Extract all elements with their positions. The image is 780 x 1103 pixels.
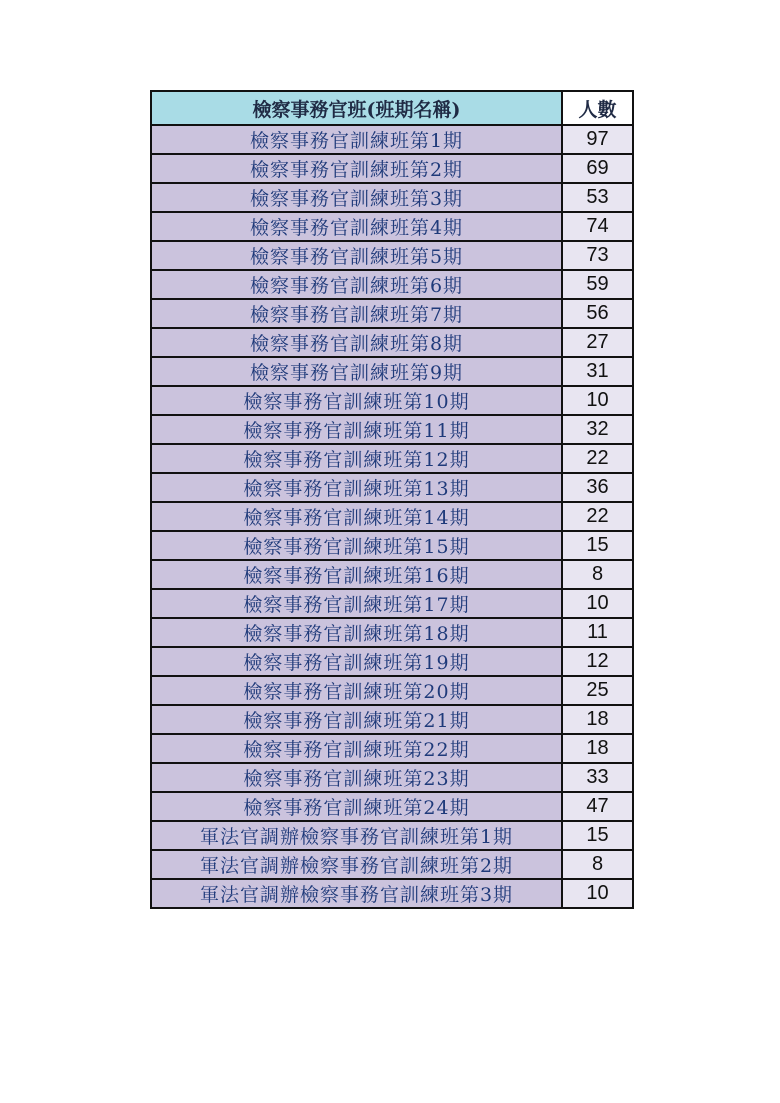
table-row [151, 676, 633, 705]
class-enrollment-table [150, 90, 634, 909]
enrollment-count-cell: 15 [562, 821, 633, 850]
table-row [151, 502, 633, 531]
table-row [151, 183, 633, 212]
table-row [151, 763, 633, 792]
enrollment-count-cell: 12 [562, 647, 633, 676]
enrollment-count-cell: 74 [562, 212, 633, 241]
table-row [151, 357, 633, 386]
enrollment-count-cell: 47 [562, 792, 633, 821]
class-name-cell: 檢察事務官訓練班第4期 [151, 212, 562, 241]
class-name-cell: 檢察事務官訓練班第6期 [151, 270, 562, 299]
enrollment-count-cell: 22 [562, 502, 633, 531]
column-header-class-name: 檢察事務官班(班期名稱) [151, 91, 562, 125]
class-name-cell: 檢察事務官訓練班第15期 [151, 531, 562, 560]
enrollment-count-cell: 59 [562, 270, 633, 299]
table-row [151, 850, 633, 879]
table-body [151, 125, 633, 908]
class-name-cell: 檢察事務官訓練班第11期 [151, 415, 562, 444]
enrollment-count-cell: 69 [562, 154, 633, 183]
table-row [151, 444, 633, 473]
class-name-cell: 檢察事務官訓練班第7期 [151, 299, 562, 328]
class-name-cell: 檢察事務官訓練班第21期 [151, 705, 562, 734]
enrollment-count-cell: 8 [562, 560, 633, 589]
table-row [151, 241, 633, 270]
header-row [151, 91, 633, 125]
enrollment-count-cell: 22 [562, 444, 633, 473]
enrollment-count-cell: 10 [562, 589, 633, 618]
enrollment-count-cell: 15 [562, 531, 633, 560]
class-name-cell: 軍法官調辦檢察事務官訓練班第3期 [151, 879, 562, 908]
table-row [151, 386, 633, 415]
enrollment-count-cell: 33 [562, 763, 633, 792]
table-row [151, 299, 633, 328]
table-row [151, 618, 633, 647]
enrollment-count-cell: 18 [562, 734, 633, 763]
class-name-cell: 軍法官調辦檢察事務官訓練班第1期 [151, 821, 562, 850]
table-row [151, 415, 633, 444]
enrollment-count-cell: 36 [562, 473, 633, 502]
class-name-cell: 檢察事務官訓練班第20期 [151, 676, 562, 705]
class-name-cell: 檢察事務官訓練班第22期 [151, 734, 562, 763]
table-row [151, 560, 633, 589]
table-row [151, 821, 633, 850]
enrollment-count-cell: 10 [562, 386, 633, 415]
class-name-cell: 檢察事務官訓練班第12期 [151, 444, 562, 473]
class-name-cell: 檢察事務官訓練班第10期 [151, 386, 562, 415]
table-row [151, 705, 633, 734]
enrollment-count-cell: 97 [562, 125, 633, 154]
enrollment-count-cell: 73 [562, 241, 633, 270]
enrollment-count-cell: 27 [562, 328, 633, 357]
class-name-cell: 軍法官調辦檢察事務官訓練班第2期 [151, 850, 562, 879]
table-row [151, 792, 633, 821]
class-name-cell: 檢察事務官訓練班第3期 [151, 183, 562, 212]
enrollment-count-cell: 8 [562, 850, 633, 879]
enrollment-count-cell: 10 [562, 879, 633, 908]
column-header-count: 人數 [562, 91, 633, 125]
class-name-cell: 檢察事務官訓練班第13期 [151, 473, 562, 502]
enrollment-count-cell: 18 [562, 705, 633, 734]
enrollment-count-cell: 53 [562, 183, 633, 212]
enrollment-count-cell: 31 [562, 357, 633, 386]
class-name-cell: 檢察事務官訓練班第23期 [151, 763, 562, 792]
table-row [151, 531, 633, 560]
enrollment-count-cell: 56 [562, 299, 633, 328]
table-row [151, 328, 633, 357]
table-row [151, 734, 633, 763]
table-row [151, 473, 633, 502]
class-name-cell: 檢察事務官訓練班第16期 [151, 560, 562, 589]
class-name-cell: 檢察事務官訓練班第17期 [151, 589, 562, 618]
enrollment-count-cell: 25 [562, 676, 633, 705]
enrollment-count-cell: 32 [562, 415, 633, 444]
class-name-cell: 檢察事務官訓練班第8期 [151, 328, 562, 357]
class-name-cell: 檢察事務官訓練班第1期 [151, 125, 562, 154]
class-name-cell: 檢察事務官訓練班第2期 [151, 154, 562, 183]
class-name-cell: 檢察事務官訓練班第9期 [151, 357, 562, 386]
table-row [151, 270, 633, 299]
class-name-cell: 檢察事務官訓練班第14期 [151, 502, 562, 531]
table-row [151, 125, 633, 154]
class-name-cell: 檢察事務官訓練班第24期 [151, 792, 562, 821]
table-row [151, 212, 633, 241]
enrollment-count-cell: 11 [562, 618, 633, 647]
table-row [151, 589, 633, 618]
class-name-cell: 檢察事務官訓練班第5期 [151, 241, 562, 270]
table-row [151, 647, 633, 676]
table-row [151, 879, 633, 908]
class-name-cell: 檢察事務官訓練班第18期 [151, 618, 562, 647]
table-row [151, 154, 633, 183]
class-name-cell: 檢察事務官訓練班第19期 [151, 647, 562, 676]
